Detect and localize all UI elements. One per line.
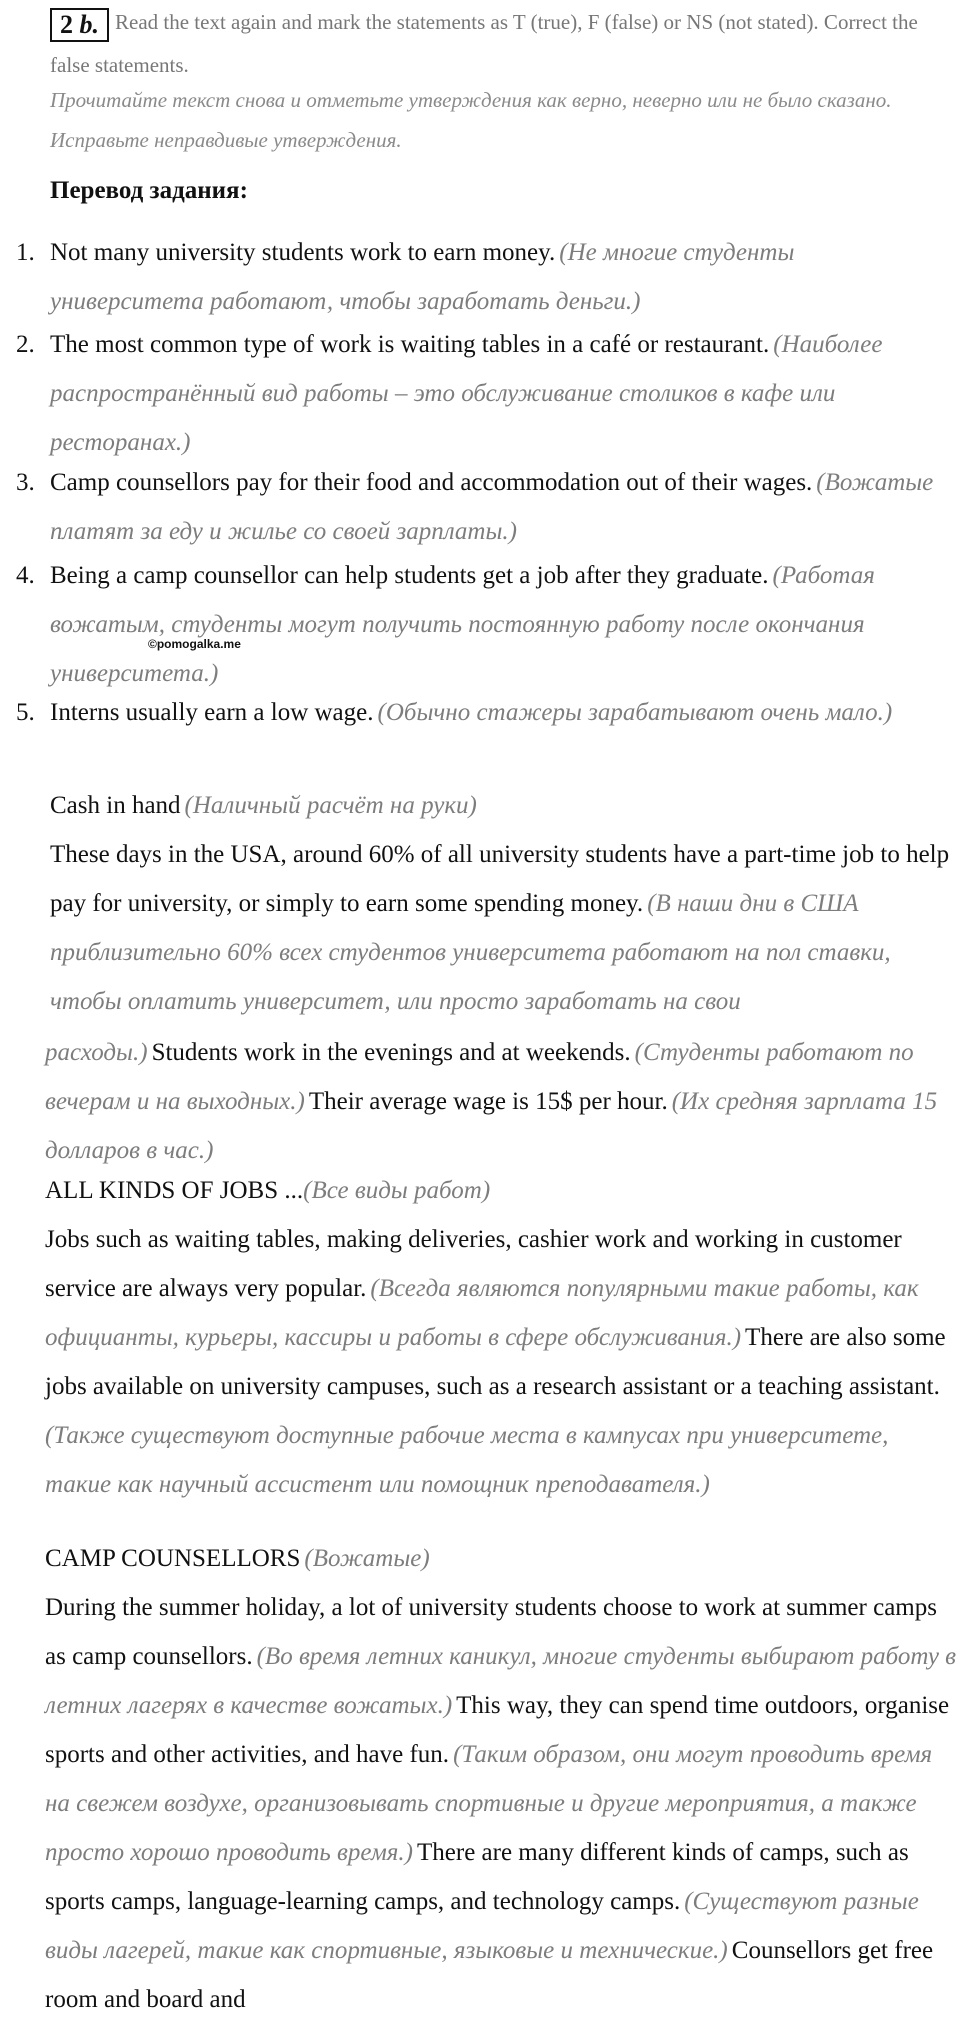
statement-ru: (Обычно стажеры зарабатывают очень мало.) bbox=[377, 699, 893, 726]
section-title-en: ALL KINDS OF JOBS ... bbox=[45, 1177, 304, 1204]
paragraph-ru: (Студенты работают по вечерам и на выходных.) bbox=[45, 1039, 914, 1115]
section-title-en: CAMP COUNSELLORS bbox=[45, 1545, 301, 1572]
paragraph-en: These days in the USA, around 60% of all university students have a part-time job to help pay for university, or simply to earn some spending money. bbox=[50, 841, 950, 917]
paragraph-ru: (Их средняя зарплата 15 долларов в час.) bbox=[45, 1088, 938, 1164]
statement-ru: (Наиболее распространённый вид работы – это обслуживание столиков в кафе или ресторанах.) bbox=[50, 331, 883, 456]
task-instruction bbox=[50, 2, 945, 88]
paragraph-wages bbox=[45, 1030, 957, 1177]
statement-ru: (Вожатые платят за еду и жилье со своей зарплаты.) bbox=[50, 469, 934, 545]
section-all-kinds-of-jobs bbox=[45, 1168, 957, 1511]
paragraph-ru: (Таким образом, они могут проводить время на свежем воздухе, организовывать спортивные и другие мероприятия, а также просто хорошо проводить время.) bbox=[45, 1741, 933, 1866]
statement-number: 1. bbox=[16, 239, 35, 266]
task-instruction-ru: Прочитайте текст снова и отметьте утверждения как верно, неверно или не было сказано. Исправьте неправдивые утверждения. bbox=[50, 88, 892, 152]
section-camp-counsellors bbox=[45, 1536, 957, 2026]
statement-en: Being a camp counsellor can help students get a job after they graduate. bbox=[50, 562, 769, 589]
paragraph-ru: (В наши дни в США приблизительно 60% всех студентов университета работают на пол ставки, чтобы оплатить университет, или просто заработать на свои bbox=[50, 890, 891, 1015]
paragraph-ru: (Всегда являются популярными такие работы, как официанты, курьеры, кассиры и работы в сфере обслуживания.) bbox=[45, 1275, 919, 1351]
statement-number: 3. bbox=[16, 469, 35, 496]
paragraph-ru: (Также существуют доступные рабочие места в кампусах при университете, такие как научный ассистент или помощник преподавателя.) bbox=[45, 1422, 889, 1498]
task-number-badge: 2 b. bbox=[50, 8, 109, 42]
paragraph-en: Jobs such as waiting tables, making deliveries, cashier work and working in customer service are always very popular. bbox=[45, 1226, 902, 1302]
paragraph-ru: (Во время летних каникул, многие студенты выбирают работу в летних лагерях в качестве вожатых.) bbox=[45, 1643, 957, 1719]
paragraph-en: There are many different kinds of camps, such as sports camps, language-learning camps, and technology camps. bbox=[45, 1839, 909, 1915]
section-title-en: Cash in hand bbox=[50, 792, 181, 819]
paragraph-en: Counsellors get free room and board and bbox=[45, 1937, 934, 2013]
paragraph-en: There are also some jobs available on university campuses, such as a research assistant or a teaching assistant. bbox=[45, 1324, 946, 1400]
statement-en: Interns usually earn a low wage. bbox=[50, 699, 374, 726]
watermark: ©pomogalka.me bbox=[148, 637, 241, 651]
statement-ru: (Не многие студенты университета работают, чтобы заработать деньги.) bbox=[50, 239, 795, 315]
translation-heading: Перевод задания: bbox=[50, 177, 248, 204]
task-instruction-text: Read the text again and mark the statements as T (true), F (false) or NS (not stated). Correct the false statements. bbox=[50, 10, 918, 77]
paragraph-en: This way, they can spend time outdoors, organise sports and other activities, and have fun. bbox=[45, 1692, 950, 1768]
section-title-ru: (Наличный расчёт на руки) bbox=[184, 792, 477, 819]
statement-number: 4. bbox=[16, 562, 35, 589]
statement-en: Not many university students work to earn money. bbox=[50, 239, 556, 266]
section-title-ru: (Вожатые) bbox=[304, 1545, 430, 1572]
statement-ru: (Работая вожатым, студенты могут получить постоянную работу после окончания университета.) bbox=[50, 562, 875, 687]
paragraph-en: Their average wage is 15$ per hour. bbox=[308, 1088, 668, 1115]
section-title-ru: (Все виды работ) bbox=[303, 1177, 491, 1204]
statement-en: Camp counsellors pay for their food and accommodation out of their wages. bbox=[50, 469, 813, 496]
paragraph-ru: расходы.) bbox=[45, 1039, 148, 1066]
section-cash-in-hand bbox=[50, 783, 955, 1028]
paragraph-en: Students work in the evenings and at weekends. bbox=[151, 1039, 631, 1066]
statement-number: 5. bbox=[16, 699, 35, 726]
paragraph-ru: (Существуют разные виды лагерей, такие как спортивные, языковые и технические.) bbox=[45, 1888, 919, 1964]
statement-number: 2. bbox=[16, 331, 35, 358]
statement-en: The most common type of work is waiting tables in a café or restaurant. bbox=[50, 331, 770, 358]
paragraph-en: During the summer holiday, a lot of university students choose to work at summer camps as camp counsellors. bbox=[45, 1594, 937, 1670]
